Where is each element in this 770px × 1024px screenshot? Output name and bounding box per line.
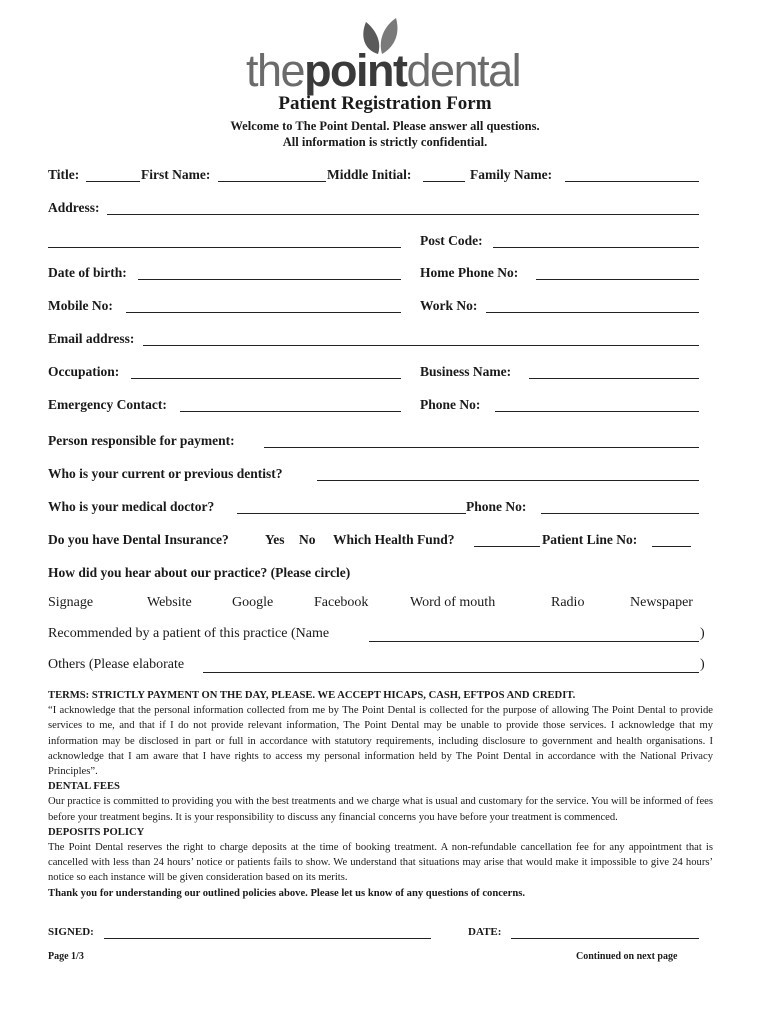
family-name-field[interactable] (565, 181, 699, 182)
recommended-close-paren: ) (700, 626, 705, 641)
signature-field[interactable] (104, 938, 431, 939)
emergency-field[interactable] (180, 411, 401, 412)
logo (246, 16, 536, 96)
fees-body: Our practice is committed to providing you with the best treatments and we charge what is usual and customary for the service. You will be informed of fees before your treatment begins. It is your responsibility to discuss any financial concerns you have before your treatment is commenced. (48, 796, 713, 823)
dentist-label: Who is your current or previous dentist? (48, 466, 283, 481)
post-code-field[interactable] (493, 247, 699, 248)
recommended-field[interactable] (369, 641, 699, 642)
terms-section (48, 688, 713, 901)
source-radio[interactable]: Radio (551, 595, 585, 610)
page-number: Page 1/3 (48, 951, 84, 962)
responsible-label: Person responsible for payment: (48, 433, 235, 448)
dob-field[interactable] (138, 279, 401, 280)
date-field[interactable] (511, 938, 699, 939)
business-name-label: Business Name: (420, 364, 512, 379)
logo-point: point (304, 45, 407, 96)
first-name-field[interactable] (218, 181, 326, 182)
signed-label: SIGNED: (48, 926, 94, 938)
doctor-phone-field[interactable] (541, 513, 699, 514)
doctor-label: Who is your medical doctor? (48, 499, 215, 514)
mobile-field[interactable] (126, 312, 401, 313)
emergency-label: Emergency Contact: (48, 397, 167, 412)
email-field[interactable] (143, 345, 699, 346)
home-phone-label: Home Phone No: (420, 265, 519, 280)
first-name-label: First Name: (141, 167, 211, 182)
fees-heading: DENTAL FEES (48, 781, 120, 793)
work-field[interactable] (486, 312, 699, 313)
thanks-text: Thank you for understanding our outlined policies above. Please let us know of any questions of concerns. (48, 887, 525, 899)
logo-the: the (246, 45, 305, 96)
insurance-label: Do you have Dental Insurance? (48, 532, 229, 547)
logo-wordmark (246, 46, 520, 96)
post-code-label: Post Code: (420, 233, 483, 248)
doctor-phone-label: Phone No: (466, 499, 527, 514)
welcome-text: Welcome to The Point Dental. Please answer all questions. (230, 119, 540, 133)
others-field[interactable] (203, 672, 699, 673)
dob-label: Date of birth: (48, 265, 127, 280)
others-label: Others (Please elaborate (48, 657, 185, 672)
recommended-label: Recommended by a patient of this practice (Name (48, 626, 330, 641)
date-label: DATE: (468, 926, 502, 938)
deposits-heading: DEPOSITS POLICY (48, 826, 145, 838)
insurance-yes[interactable]: Yes (265, 532, 285, 547)
continued-note: Continued on next page (576, 951, 678, 962)
email-label: Email address: (48, 331, 135, 346)
occupation-label: Occupation: (48, 364, 120, 379)
address-label: Address: (48, 200, 100, 215)
confidential-text: All information is strictly confidential. (282, 135, 488, 149)
address-field[interactable] (107, 214, 699, 215)
insurance-no[interactable]: No (299, 532, 316, 547)
others-close-paren: ) (700, 657, 705, 672)
form-title: Patient Registration Form (278, 93, 492, 114)
phone-field[interactable] (495, 411, 699, 412)
source-newspaper[interactable]: Newspaper (630, 595, 693, 610)
source-google[interactable]: Google (232, 595, 274, 610)
business-name-field[interactable] (529, 378, 699, 379)
phone-label: Phone No: (420, 397, 481, 412)
health-fund-label: Which Health Fund? (333, 532, 455, 547)
doctor-field[interactable] (237, 513, 466, 514)
health-fund-field[interactable] (474, 546, 540, 547)
mobile-label: Mobile No: (48, 298, 113, 313)
dentist-field[interactable] (317, 480, 699, 481)
deposits-body: The Point Dental reserves the right to charge deposits at the time of booking treatment. A non-refundable cancellation fee for any appointment that is cancelled with less than 24 hours’ notice or patients fails to show. We understand that situations may arise that would make it impossible to give 24 hours’ notice so each instance will be given consideration based on its merits. (48, 842, 713, 884)
work-label: Work No: (420, 298, 478, 313)
address-line2-field[interactable] (48, 247, 401, 248)
title-field[interactable] (86, 181, 140, 182)
logo-dental: dental (406, 45, 521, 96)
middle-initial-label: Middle Initial: (327, 167, 412, 182)
source-signage[interactable]: Signage (48, 595, 94, 610)
source-word-of-mouth[interactable]: Word of mouth (410, 595, 496, 610)
hear-about-label: How did you hear about our practice? (Please circle) (48, 565, 351, 580)
home-phone-field[interactable] (536, 279, 699, 280)
occupation-field[interactable] (131, 378, 401, 379)
terms-body: “I acknowledge that the personal information collected from me by The Point Dental is collected for the purpose of allowing The Point Dental to provide services to me, and that if I do not provide relevant information, The Point Dental may be unable to provide those services. I acknowledge that my information may be disclosed in part or full in accordance with statutory requirements, including disclosure to government and health organisations. I acknowledge that I am aware that I have rights to access my personal information held by The Point Dental in accordance with the National Privacy Principles”. (48, 705, 713, 778)
middle-initial-field[interactable] (423, 181, 465, 182)
family-name-label: Family Name: (470, 167, 553, 182)
source-facebook[interactable]: Facebook (314, 595, 369, 610)
patient-line-label: Patient Line No: (542, 532, 638, 547)
terms-heading: TERMS: STRICTLY PAYMENT ON THE DAY, PLEASE. WE ACCEPT HICAPS, CASH, EFTPOS AND CREDIT. (48, 690, 576, 701)
responsible-field[interactable] (264, 447, 699, 448)
source-website[interactable]: Website (147, 595, 192, 610)
patient-line-field[interactable] (652, 546, 691, 547)
title-label: Title: (48, 167, 80, 182)
